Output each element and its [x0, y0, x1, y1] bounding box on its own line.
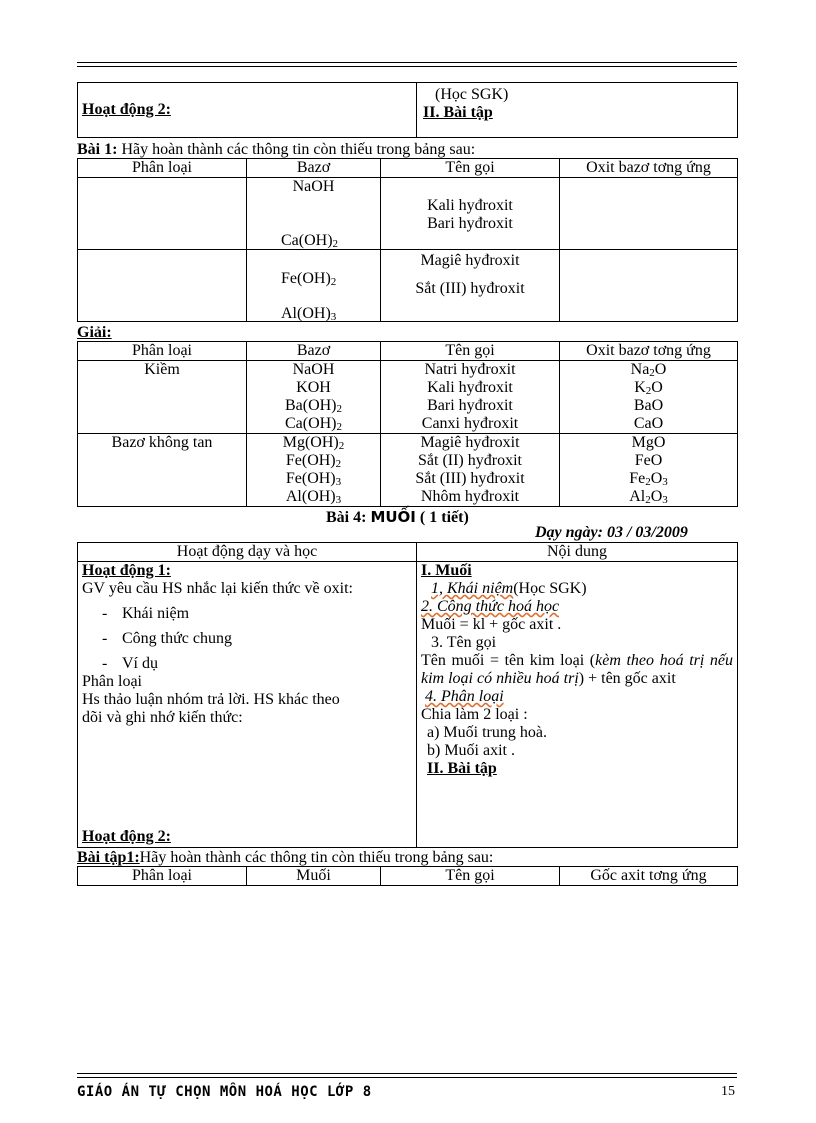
- bai1-header-tengoi: Tên gọi: [381, 159, 560, 178]
- giai-caoh2: $Ca(OH)_2$: [284, 415, 343, 433]
- bai1-row2-ten: [381, 250, 560, 322]
- bai-tap-heading: II. Bài tập: [423, 104, 493, 121]
- giai-fe2o3: $Fe_2O_3$: [629, 470, 668, 488]
- giai-khongtan-cell: Bazơ không tan: [78, 434, 247, 507]
- giai-natri: Natri hyđroxit: [424, 361, 516, 378]
- ten-goi-rule: Tên muối = tên kim loại (kèm theo hoá trị nếu kim loại có nhiều hoá trị) + tên gốc axit: [421, 652, 734, 687]
- bai1-caoh2: $Ca(OH)_2$: [281, 232, 339, 250]
- bai1-text: Hãy hoàn thành các thông tin còn thiếu trong bảng sau:: [121, 141, 476, 158]
- baitap1-header-muoi: Muối: [247, 867, 381, 886]
- bai1-row2-oxit: [560, 250, 738, 322]
- giai-kiem-oxit: [560, 361, 738, 434]
- gv-intro: GV yêu cầu HS nhắc lại kiến thức về oxit:: [82, 580, 353, 597]
- muoi-axit: b) Muối axit .: [427, 742, 515, 759]
- bai1-naoh: NaOH: [292, 178, 335, 195]
- giai-mgo: MgO: [631, 434, 666, 451]
- baitap1-label: Bài tập1:: [77, 849, 140, 866]
- giai-nhom: Nhôm hyđroxit: [420, 488, 520, 505]
- bai1-header-oxit: Oxit bazơ tơng ứng: [560, 159, 738, 178]
- hoat-dong-2-label: Hoạt động 2:: [82, 101, 171, 118]
- giai-khongtan-bazo: [247, 434, 381, 507]
- hoc-sgk-text: (Học SGK): [435, 86, 509, 103]
- bai1-row1-ten: [381, 178, 560, 250]
- bai1-feoh2: $Fe(OH)_2$: [281, 270, 337, 288]
- bai1-row1-bazo: [247, 178, 381, 250]
- giai-koh: KOH: [296, 379, 331, 396]
- hoat-dong-1-label: Hoạt động 1:: [82, 562, 171, 579]
- giai-label: Giải:: [77, 324, 112, 341]
- cong-thuc-formula: Muối = kl + gốc axit .: [421, 616, 562, 633]
- bai4-tiet: ( 1 tiết): [419, 509, 469, 526]
- activity-right-cell: [417, 562, 738, 848]
- giai-canxi: Canxi hyđroxit: [421, 415, 519, 432]
- giai-kiem-cell: Kiềm: [78, 361, 247, 434]
- baitap1-table: [77, 866, 738, 886]
- footer-rule-top: [77, 1073, 737, 1074]
- giai-khongtan-oxit: [560, 434, 738, 507]
- bai4-date: Dạy ngày: 03 / 03/2009: [535, 524, 688, 541]
- activity-header-right: Nội dung: [417, 543, 738, 562]
- giai-table: [77, 341, 738, 507]
- giai-mgoh2: $Mg(OH)_2$: [282, 434, 345, 452]
- chia-lam-text: Chia làm 2 loại :: [421, 706, 528, 723]
- baitap1-instruction: [77, 849, 493, 867]
- ten-goi-heading: 3. Tên gọi: [431, 634, 497, 651]
- giai-kali: Kali hyđroxit: [427, 379, 513, 396]
- bullet-vi-du: - Ví dụ: [102, 655, 158, 672]
- giai-baoh2: $Ba(OH)_2$: [284, 397, 343, 415]
- bullet-khai-niem: - Khái niệm: [102, 605, 190, 622]
- bai1-magie: Magiê hyđroxit: [420, 252, 520, 269]
- giai-bari: Bari hyđroxit: [427, 397, 513, 414]
- baitap1-header-gocaxit: Gốc axit tơng ứng: [560, 867, 738, 886]
- activity-table: [77, 542, 738, 848]
- phan-loai-heading: 4. Phân loại: [425, 688, 504, 705]
- khai-niem-line: 1, Khái niệm(Học SGK): [431, 580, 587, 597]
- bai4-prefix: Bài 4:: [326, 509, 367, 526]
- activity-header-left: Hoạt động dạy và học: [78, 543, 417, 562]
- bai1-header-phanloai: Phân loại: [78, 159, 247, 178]
- phan-loai-text: Phân loại: [82, 673, 142, 690]
- bullet-cong-thuc: - Công thức chung: [102, 630, 232, 647]
- discuss-line2: dõi và ghi nhớ kiến thức:: [82, 709, 243, 726]
- bai1-row1-oxit: [560, 178, 738, 250]
- header-rule-bottom: [77, 66, 737, 67]
- muoi-trung-hoa: a) Muối trung hoà.: [427, 724, 547, 741]
- bai1-aloh3: $Al(OH)_3$: [281, 305, 337, 323]
- bai4-title: [326, 508, 469, 527]
- giai-feoh2: $Fe(OH)_2$: [285, 452, 342, 470]
- hoat-dong-2-bottom-label: Hoạt động 2:: [82, 828, 171, 845]
- bai-tap-heading-2: II. Bài tập: [427, 760, 497, 777]
- baitap1-text: Hãy hoàn thành các thông tin còn thiếu trong bảng sau:: [139, 849, 494, 866]
- bai1-header-bazo: Bazơ: [247, 159, 381, 178]
- giai-k2o: $K_2O$: [634, 379, 663, 397]
- giai-feo: FeO: [634, 452, 663, 469]
- bai1-row2-phanloai: [78, 250, 247, 322]
- bai1-bari: Bari hyđroxit: [427, 215, 513, 232]
- bai1-row2-bazo: [247, 250, 381, 322]
- giai-naoh: NaOH: [292, 361, 335, 378]
- giai-header-phanloai: Phân loại: [78, 342, 247, 361]
- giai-al2o3: $Al_2O_3$: [629, 488, 668, 506]
- giai-sat3: Sắt (III) hyđroxit: [415, 470, 525, 487]
- bai1-row1-phanloai: [78, 178, 247, 250]
- baitap1-header-phanloai: Phân loại: [78, 867, 247, 886]
- bai1-kali: Kali hyđroxit: [427, 197, 513, 214]
- top-activity-table: [77, 82, 738, 138]
- giai-cao: CaO: [633, 415, 664, 432]
- bai4-muoi: MUỐI: [370, 508, 416, 526]
- bai1-sat3: Sắt (III) hyđroxit: [415, 280, 525, 297]
- page-number: 15: [721, 1084, 735, 1099]
- bai1-instruction: [77, 141, 475, 159]
- baitap1-header-tengoi: Tên gọi: [381, 867, 560, 886]
- bai1-label: Bài 1:: [77, 141, 118, 158]
- giai-kiem-bazo: [247, 361, 381, 434]
- cong-thuc-heading: 2. Công thức hoá học: [421, 598, 560, 615]
- activity-left-cell: [78, 562, 417, 848]
- top-left-cell: [78, 83, 417, 138]
- bai1-table: [77, 158, 738, 322]
- giai-na2o: $Na_2O$: [630, 361, 667, 379]
- giai-sat2: Sắt (II) hyđroxit: [418, 452, 522, 469]
- giai-khongtan-ten: [381, 434, 560, 507]
- giai-feoh3: $Fe(OH)_3$: [285, 470, 342, 488]
- giai-aloh3: $Al(OH)_3$: [285, 488, 342, 506]
- giai-header-oxit: Oxit bazơ tơng ứng: [560, 342, 738, 361]
- giai-magie: Magiê hyđroxit: [420, 434, 520, 451]
- discuss-line1: Hs thảo luận nhóm trả lời. HS khác theo: [82, 691, 340, 708]
- footer-rule-bottom: [77, 1077, 737, 1078]
- giai-header-tengoi: Tên gọi: [381, 342, 560, 361]
- top-right-cell: [417, 83, 738, 138]
- muoi-heading: I. Muối: [421, 562, 472, 579]
- giai-kiem-ten: [381, 361, 560, 434]
- giai-bao: BaO: [633, 397, 664, 414]
- header-rule-top: [77, 62, 737, 63]
- footer-title: GIÁO ÁN TỰ CHỌN MÔN HOÁ HỌC LỚP 8: [77, 1084, 372, 1100]
- giai-header-bazo: Bazơ: [247, 342, 381, 361]
